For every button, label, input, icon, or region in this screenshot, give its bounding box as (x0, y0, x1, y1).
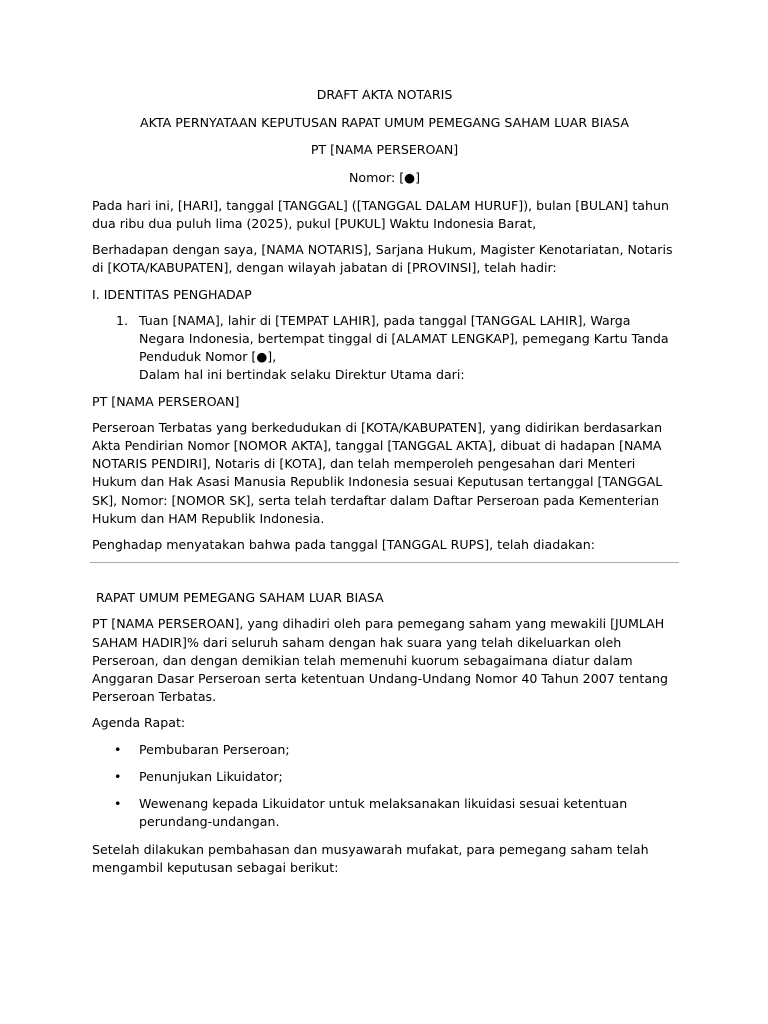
opening-paragraph: Pada hari ini, [HARI], tanggal [TANGGAL] ([TANGGAL DALAM HURUF]), bulan [BULAN] tahun dua ribu dua puluh lima (2025), pukul [PUKUL] Waktu Indonesia Barat, (92, 197, 669, 232)
company-description: Perseroan Terbatas yang berkedudukan di [KOTA/KABUPATEN], yang didirikan berdasarkan Akta Pendirian Nomor [NOMOR AKTA], tanggal [TANGGAL AKTA], dibuat di hadapan [NAMA NOTARIS PENDIRI], Notaris di [KOTA], dan telah memperoleh pengesahan dari Menteri Hukum dan Hak Asasi Manusia Republik Indonesia sesuai Keputusan tertanggal [TANGGAL SK], Nomor: [NOMOR SK], serta telah terdaftar dalam Daftar Perseroan pada Kementerian Hukum dan HAM Republik Indonesia. (92, 419, 663, 526)
list-item (92, 795, 677, 831)
statement-paragraph: Penghadap menyatakan bahwa pada tanggal [TANGGAL RUPS], telah diadakan: (92, 537, 595, 553)
bullet-icon: • (114, 741, 122, 757)
appearer-capacity: Dalam hal ini bertindak selaku Direktur Utama dari: (139, 367, 465, 383)
appearance-paragraph: Berhadapan dengan saya, [NAMA NOTARIS], Sarjana Hukum, Magister Kenotariatan, Notaris di [KOTA/KABUPATEN], dengan wilayah jabatan di [PROVINSI], telah hadir: (92, 242, 673, 276)
list-item (92, 741, 677, 759)
list-item (92, 312, 677, 385)
deed-number: Nomor: [●] (348, 170, 421, 186)
agenda-item-text: Penunjukan Likuidator; (139, 768, 283, 784)
deed-subtitle: AKTA PERNYATAAN KEPUTUSAN RAPAT UMUM PEMEGANG SAHAM LUAR BIASA (140, 114, 629, 130)
agenda-item-text: Pembubaran Perseroan; (139, 741, 290, 757)
appearer-list (92, 312, 677, 385)
company-name: PT [NAMA PERSEROAN] (310, 142, 459, 158)
list-item-number: 1. (116, 312, 129, 328)
bullet-icon: • (114, 768, 122, 784)
company-heading: PT [NAMA PERSEROAN] (92, 393, 240, 409)
list-item (92, 768, 677, 786)
section-heading-identity: I. IDENTITAS PENGHADAP (92, 286, 252, 302)
closing-paragraph: Setelah dilakukan pembahasan dan musyawarah mufakat, para pemegang saham telah mengambil keputusan sebagai berikut: (92, 841, 649, 875)
document-body (92, 86, 677, 885)
meeting-heading: RAPAT UMUM PEMEGANG SAHAM LUAR BIASA (92, 590, 384, 606)
appearer-identity: Tuan [NAMA], lahir di [TEMPAT LAHIR], pada tanggal [TANGGAL LAHIR], Warga Negara Indonesia, bertempat tinggal di [ALAMAT LENGKAP], pemegang Kartu Tanda Penduduk Nomor [●], (139, 312, 669, 365)
section-divider (90, 562, 679, 563)
bullet-icon: • (114, 796, 122, 812)
agenda-list (92, 741, 677, 832)
document-title: DRAFT AKTA NOTARIS (316, 87, 453, 102)
agenda-heading: Agenda Rapat: (92, 715, 186, 731)
meeting-description: PT [NAMA PERSEROAN], yang dihadiri oleh para pemegang saham yang mewakili [JUMLAH SAHAM HADIR]% dari seluruh saham dengan hak suara yang telah dikeluarkan oleh Perseroan, dan dengan demikian telah memenuhi kuorum sebagaimana diatur dalam Anggaran Dasar Perseroan serta ketentuan Undang-Undang Nomor 40 Tahun 2007 tentang Perseroan Terbatas. (92, 616, 669, 705)
agenda-item-text: Wewenang kepada Likuidator untuk melaksanakan likuidasi sesuai ketentuan perundang-undangan. (139, 796, 628, 830)
